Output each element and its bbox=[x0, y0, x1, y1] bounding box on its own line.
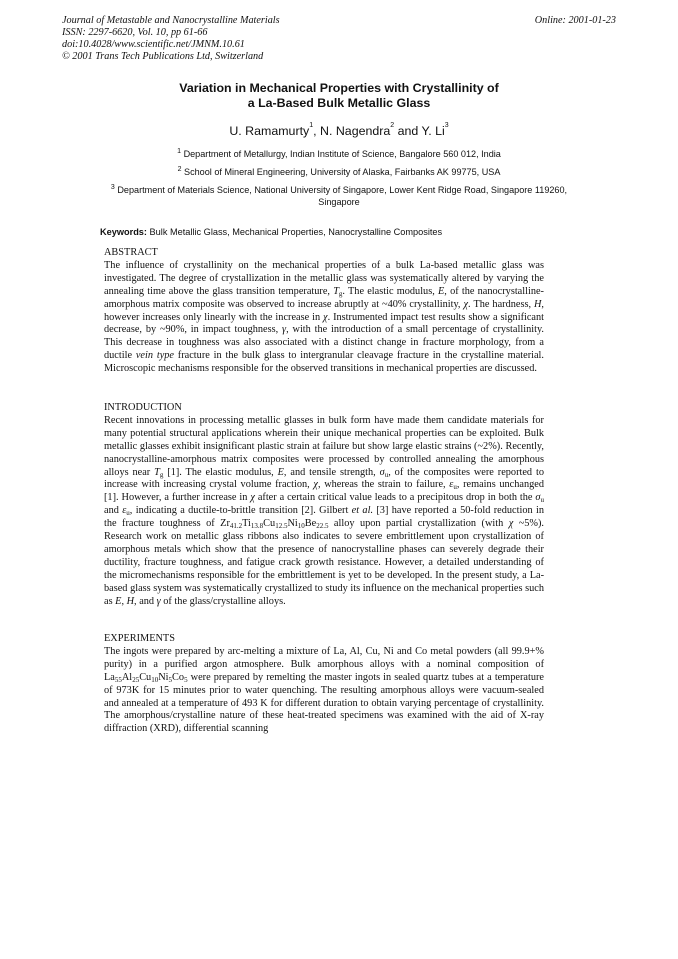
affiliation-mark: 2 bbox=[177, 166, 182, 173]
title-line-2: a La-Based Bulk Metallic Glass bbox=[247, 95, 431, 110]
author-name: U. Ramamurty bbox=[229, 124, 310, 138]
keywords-label: Keywords: bbox=[100, 227, 147, 237]
issn-line: ISSN: 2297-6620, Vol. 10, pp 61-66 bbox=[62, 27, 208, 38]
affiliation-text: Department of Materials Science, National University of Singapore, Lower Kent Ridge Road, Singapore 119260, Singapore bbox=[117, 185, 568, 207]
introduction-section bbox=[104, 402, 544, 609]
copyright-line: © 2001 Trans Tech Publications Ltd, Switzerland bbox=[62, 51, 264, 62]
author-name: N. Nagendra bbox=[320, 124, 391, 138]
keywords bbox=[100, 227, 580, 237]
experiments-heading: EXPERIMENTS bbox=[104, 633, 175, 644]
abstract-heading: ABSTRACT bbox=[104, 247, 158, 258]
author-separator: , bbox=[313, 124, 321, 138]
paper-title bbox=[100, 81, 578, 110]
abstract-section bbox=[104, 247, 544, 376]
affiliation-mark: 3 bbox=[110, 184, 115, 191]
author-name: Y. Li bbox=[421, 124, 445, 138]
journal-header bbox=[62, 15, 482, 63]
introduction-body: Recent innovations in processing metallic glasses in bulk form have made them candidate materials for many potential structural applications wherein their unique mechanical properties can be exploited. Bulk metallic glasses exhibit insignificant plastic strain at failure but show large elastic strains (~2%). Recently, nanocrystalline-amorphous matrix composites were processed by controlled annealing the amorphous alloys near $T_g$ [1]. The elastic modulus, E, and tensile strength, $\sigma_u$, of the composites were reported to increase with increasing crystal volume fraction, χ, whereas the strain to failure, $\varepsilon_u$, remains unchanged [1]. However, a further increase in χ after a certain critical value leads to a precipitous drop in both the $\sigma_u$ and $\varepsilon_u$, indicating a ductile-to-brittle transition [2]. Gilbert et al. [3] have reported a 50-fold reduction in the fracture toughness of $Zr_{41.2}Ti_{13.8}Cu_{12.5}Ni_{10}Be_{22.5}$ alloy upon partial crystallization (with χ ~5%). Research work on metallic glass ribbons also indicates to severe embrittlement upon crystallization of amorphous metals which show that the presence of nanocrystalline phases can severely degrade their ductility, fracture toughness, and fatigue crack growth resistance. However, a detailed understanding of the micromechanisms responsible for the embrittlement is yet to be developed. In the present study, a La-based glass system was systematically crystallized to study its influence on the mechanical properties such as E, H, and γ of the glass/crystalline alloys. bbox=[104, 414, 544, 607]
author-affiliation-mark: 2 bbox=[390, 122, 395, 129]
affiliation-text: Department of Metallurgy, Indian Institute of Science, Bangalore 560 012, India bbox=[183, 149, 501, 159]
author-separator: and bbox=[394, 124, 422, 138]
author-affiliation-mark: 3 bbox=[444, 122, 449, 129]
online-date: Online: 2001-01-23 bbox=[534, 15, 616, 26]
experiments-section bbox=[104, 633, 544, 736]
introduction-heading: INTRODUCTION bbox=[104, 402, 182, 413]
author-affiliation-mark: 1 bbox=[309, 122, 314, 129]
affiliation-text: School of Mineral Engineering, University of Alaska, Fairbanks AK 99775, USA bbox=[184, 167, 501, 177]
journal-name: Journal of Metastable and Nanocrystalline Materials bbox=[62, 15, 280, 26]
title-line-1: Variation in Mechanical Properties with Crystallinity of bbox=[179, 81, 499, 95]
doi-line[interactable]: doi:10.4028/www.scientific.net/JMNM.10.61 bbox=[62, 39, 245, 50]
affiliation-list bbox=[90, 148, 588, 214]
abstract-body: The influence of crystallinity on the mechanical properties of a bulk La-based metallic glass was investigated. The degree of crystallization in the metallic glass was systematically altered by varying the annealing time above the glass transition temperature, $T_g$. The elastic modulus, E, of the nanocrystalline-amorphous matrix composite was observed to increase abruptly at ~40% crystallinity, χ. The hardness, H, however increases only linearly with the increase in χ. Instrumented impact test results show a significant decrease, by ~90%, in impact toughness, γ, with the introduction of a small percentage of crystallinity. This decrease in toughness was also associated with a distinct change in fracture morphology, from a ductile vein type fracture in the bulk glass to intergranular cleavage fracture in the crystalline material. Microscopic mechanisms responsible for the observed transitions in mechanical properties are discussed. bbox=[104, 259, 545, 375]
affiliation bbox=[90, 184, 588, 208]
experiments-body: The ingots were prepared by arc-melting a mixture of La, Al, Cu, Ni and Co metal powders (all 99.9+% purity) in a purified argon atmosphere. Bulk amorphous alloys with a nominal composition of $La_{55}Al_{25}Cu_{10}Ni_5Co_5$ were prepared by remelting the master ingots in sealed quartz tubes at a temperature of 973K for 15 minutes prior to water quenching. The resulting amorphous alloys were vacuum-sealed and annealed at a temperature of 493 K for different duration to obtain varying percentage of crystallinity. The amorphous/crystalline nature of these heat-treated specimens was examined with the aid of X-ray diffraction (XRD), differential scanning bbox=[104, 645, 544, 735]
affiliation bbox=[90, 166, 588, 178]
affiliation-mark: 1 bbox=[177, 148, 182, 155]
affiliation bbox=[90, 148, 588, 160]
author-list bbox=[100, 124, 578, 138]
keywords-text: Bulk Metallic Glass, Mechanical Properties, Nanocrystalline Composites bbox=[149, 227, 443, 237]
